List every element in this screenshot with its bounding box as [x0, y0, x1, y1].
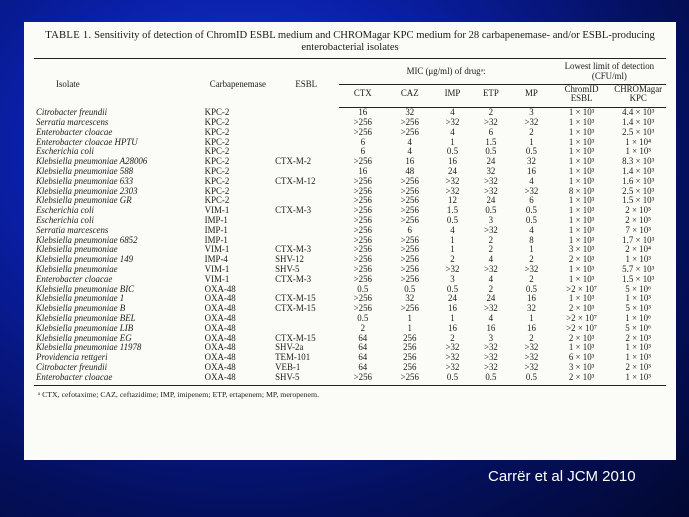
cell-ctx: 16 — [358, 165, 368, 176]
cell-esbl: CTX-M-3 — [275, 273, 312, 284]
col-header-ctx: CTX — [339, 84, 386, 108]
cell-ctx: >256 — [353, 126, 372, 137]
cell-mp: 6 — [529, 195, 534, 206]
cell-caz: 256 — [403, 332, 417, 343]
cell-isolate: Klebsiella pneumoniae 1 — [36, 293, 125, 304]
cell-caz: >256 — [400, 273, 419, 284]
cell-isolate: Enterobacter cloacae — [36, 126, 113, 137]
cell-carbapenemase: IMP-4 — [204, 254, 228, 265]
cell-esbl — [273, 118, 339, 128]
cell-esbl: CTX-M-12 — [275, 175, 316, 186]
cell-mp: >32 — [524, 361, 539, 372]
cell-carbapenemase: OXA-48 — [204, 332, 236, 343]
cell-esbl: CTX-M-15 — [275, 293, 316, 304]
cell-imp: 1 — [450, 234, 455, 245]
cell-isolate: Citrobacter freundii — [36, 106, 108, 117]
cell-carbapenemase: OXA-48 — [204, 283, 236, 294]
cell-chromagar-kpc: 2 × 10⁵ — [625, 205, 652, 216]
cell-ctx: 0.5 — [357, 312, 369, 323]
cell-carbapenemase: VIM-1 — [204, 273, 230, 284]
cell-ctx: >256 — [353, 263, 372, 274]
cell-ctx: >256 — [339, 373, 386, 385]
cell-chromagar-kpc: 1.5 × 10³ — [622, 273, 655, 284]
cell-ctx: 64 — [358, 352, 368, 363]
table-body — [34, 108, 666, 385]
cell-ctx: 6 — [360, 136, 366, 147]
col-header-esbl: ESBL — [273, 59, 339, 108]
col-header-imp: IMP — [433, 84, 471, 108]
cell-chromagar-kpc: 1.5 × 10³ — [622, 195, 655, 206]
cell-caz: 16 — [405, 156, 415, 167]
cell-chromagar-kpc: 2 × 10⁵ — [625, 214, 652, 225]
cell-imp: >32 — [445, 116, 460, 127]
cell-carbapenemase: VIM-1 — [204, 244, 230, 255]
cell-imp: 4 — [450, 126, 455, 137]
cell-imp: >32 — [445, 342, 460, 353]
cell-chromagar-kpc: 2 × 10³ — [625, 332, 651, 343]
cell-ctx: >256 — [353, 234, 372, 245]
cell-mp: 8 — [529, 234, 534, 245]
cell-ctx: >256 — [353, 116, 372, 127]
cell-chromid-esbl: 1 × 10³ — [568, 214, 595, 225]
cell-chromagar-kpc: 1 × 10³ — [625, 352, 651, 363]
cell-isolate: Klebsiella pneumoniae BEL — [36, 312, 136, 323]
cell-etp: >32 — [483, 224, 498, 235]
col-header-detection-limit: Lowest limit of detection (CFU/ml) — [553, 59, 666, 85]
cell-ctx: 64 — [358, 332, 368, 343]
cell-etp: 24 — [486, 156, 496, 167]
cell-carbapenemase: OXA-48 — [204, 312, 236, 323]
cell-imp: 16 — [448, 303, 457, 314]
cell-mp: 0.5 — [525, 146, 537, 157]
cell-chromagar-kpc: 7 × 10³ — [625, 224, 651, 235]
cell-imp: 12 — [448, 195, 457, 206]
cell-caz: 256 — [403, 342, 417, 353]
cell-mp: 32 — [527, 156, 536, 167]
cell-chromagar-kpc: 2 × 10³ — [625, 361, 651, 372]
cell-imp: >32 — [445, 175, 460, 186]
cell-chromagar-kpc: 1 × 10³ — [625, 293, 651, 304]
cell-isolate: Klebsiella pneumoniae 633 — [36, 175, 134, 186]
cell-mp: 0.5 — [510, 373, 553, 385]
cell-chromid-esbl: >2 × 10⁷ — [566, 312, 598, 323]
cell-isolate: Klebsiella pneumoniae EG — [36, 332, 132, 343]
cell-carbapenemase: IMP-1 — [204, 234, 228, 245]
cell-ctx: >256 — [353, 224, 372, 235]
cell-etp: 6 — [488, 126, 494, 137]
cell-etp: 24 — [486, 293, 496, 304]
cell-chromagar-kpc: 5 × 10⁶ — [625, 322, 652, 333]
cell-imp: >32 — [445, 185, 460, 196]
cell-isolate: Klebsiella pneumoniae GR — [36, 195, 132, 206]
cell-ctx: 16 — [358, 107, 368, 118]
cell-etp: >32 — [483, 175, 498, 186]
col-header-mic-group: MIC (μg/ml) of drugᵃ: — [339, 59, 552, 85]
cell-imp: 0.5 — [433, 373, 471, 385]
cell-mp: 0.5 — [525, 205, 537, 216]
cell-imp: 1.5 — [446, 205, 458, 216]
cell-etp: >32 — [483, 303, 498, 314]
cell-imp: 1 — [450, 244, 455, 255]
cell-mp: 32 — [527, 303, 536, 314]
cell-chromagar-kpc: 1 × 10³ — [625, 254, 651, 265]
cell-carbapenemase: IMP-1 — [204, 214, 228, 225]
cell-ctx: 2 — [360, 322, 366, 333]
cell-chromagar-kpc: 1.7 × 10³ — [622, 234, 655, 245]
cell-ctx: >256 — [353, 205, 372, 216]
cell-imp: 2 — [450, 332, 455, 343]
table-title: Sensitivity of detection of ChromID ESBL medium and CHROMagar KPC medium for 28 carbapenemase- and/or ESBL-producing enterobacterial isolates — [94, 30, 655, 53]
cell-etp: 4 — [488, 312, 494, 323]
cell-etp: 32 — [486, 165, 496, 176]
cell-caz: >256 — [400, 303, 419, 314]
cell-ctx: 0.5 — [357, 283, 369, 294]
table-row — [34, 373, 666, 385]
cell-carbapenemase: KPC-2 — [204, 136, 230, 147]
cell-imp: >32 — [445, 352, 460, 363]
cell-caz: 1 — [407, 322, 412, 333]
cell-isolate: Klebsiella pneumoniae A28006 — [36, 156, 148, 167]
cell-caz: >256 — [386, 373, 433, 385]
cell-mp: 16 — [527, 322, 536, 333]
cell-chromagar-kpc: 2.5 × 10³ — [622, 126, 655, 137]
cell-etp: 2 — [488, 244, 494, 255]
cell-esbl — [273, 226, 339, 236]
cell-etp: 1.5 — [485, 136, 497, 147]
cell-mp: >32 — [524, 185, 539, 196]
cell-esbl: SHV-5 — [275, 263, 300, 274]
cell-caz: 6 — [407, 224, 412, 235]
cell-carbapenemase: KPC-2 — [204, 116, 230, 127]
cell-ctx: >256 — [353, 303, 372, 314]
cell-chromagar-kpc: 1 × 10⁶ — [625, 312, 652, 323]
cell-etp: 2 — [488, 234, 494, 245]
cell-carbapenemase: OXA-48 — [203, 373, 273, 385]
cell-mp: 2 — [529, 332, 534, 343]
cell-caz: 256 — [403, 361, 417, 372]
sensitivity-table — [34, 58, 666, 386]
cell-imp: 0.5 — [446, 146, 458, 157]
cell-mp: 3 — [529, 107, 534, 118]
cell-chromid-esbl: 1 × 10³ — [568, 136, 595, 147]
cell-carbapenemase: OXA-48 — [204, 342, 236, 353]
cell-chromid-esbl: 2 × 10³ — [568, 332, 595, 343]
cell-carbapenemase: OXA-48 — [204, 322, 236, 333]
cell-isolate: Klebsiella pneumoniae LIB — [36, 322, 134, 333]
cell-esbl: VEB-1 — [275, 361, 301, 372]
cell-esbl: SHV-2a — [275, 342, 304, 353]
cell-isolate: Klebsiella pneumoniae BIC — [36, 283, 135, 294]
cell-isolate: Escherichia coli — [36, 205, 94, 216]
cell-ctx: >256 — [353, 156, 372, 167]
cell-isolate: Enterobacter cloacae — [34, 373, 203, 385]
cell-imp: >32 — [445, 361, 460, 372]
cell-esbl — [273, 216, 339, 226]
cell-carbapenemase: KPC-2 — [204, 146, 230, 157]
cell-caz: 48 — [405, 165, 415, 176]
cell-caz: >256 — [400, 116, 419, 127]
cell-chromid-esbl: 3 × 10³ — [568, 361, 595, 372]
cell-chromid-esbl: 1 × 10³ — [568, 342, 595, 353]
cell-isolate: Klebsiella pneumoniae 2303 — [36, 185, 138, 196]
cell-isolate: Klebsiella pneumoniae 588 — [36, 165, 134, 176]
cell-imp: >32 — [445, 263, 460, 274]
cell-ctx: >256 — [353, 293, 372, 304]
cell-isolate: Citrobacter freundii — [36, 361, 108, 372]
cell-mp: 2 — [529, 254, 534, 265]
cell-mp: 1 — [529, 312, 534, 323]
cell-chromagar-kpc: 1 × 10³ — [610, 373, 666, 385]
cell-carbapenemase: OXA-48 — [204, 352, 236, 363]
cell-chromid-esbl: 3 × 10³ — [568, 244, 595, 255]
cell-esbl: CTX-M-15 — [275, 303, 316, 314]
cell-mp: 16 — [527, 165, 536, 176]
cell-imp: 1 — [450, 312, 455, 323]
col-header-mp: MP — [510, 84, 553, 108]
cell-carbapenemase: IMP-1 — [204, 224, 228, 235]
cell-caz: 4 — [407, 136, 412, 147]
cell-isolate: Klebsiella pneumoniae 149 — [36, 254, 134, 265]
cell-ctx: >256 — [353, 273, 372, 284]
cell-chromid-esbl: 1 × 10³ — [568, 156, 595, 167]
cell-etp: >32 — [483, 342, 498, 353]
cell-ctx: >256 — [353, 254, 372, 265]
cell-etp: >32 — [483, 185, 498, 196]
cell-chromagar-kpc: 1.6 × 10³ — [622, 175, 655, 186]
cell-chromid-esbl: 1 × 10³ — [568, 234, 595, 245]
cell-etp: >32 — [483, 352, 498, 363]
cell-imp: 24 — [448, 293, 457, 304]
cell-carbapenemase: KPC-2 — [204, 185, 230, 196]
cell-chromid-esbl: 2 × 10³ — [568, 254, 595, 265]
cell-esbl: CTX-M-3 — [275, 205, 312, 216]
cell-chromid-esbl: 1 × 10³ — [568, 126, 595, 137]
col-header-etp: ETP — [472, 84, 510, 108]
cell-mp: 4 — [529, 175, 534, 186]
cell-chromid-esbl: 1 × 10³ — [568, 263, 595, 274]
cell-caz: >256 — [400, 205, 419, 216]
cell-etp: 0.5 — [485, 146, 497, 157]
cell-caz: 32 — [405, 293, 415, 304]
cell-caz: >256 — [400, 254, 419, 265]
cell-carbapenemase: OXA-48 — [204, 361, 236, 372]
cell-esbl — [273, 187, 339, 197]
cell-carbapenemase: KPC-2 — [204, 126, 230, 137]
cell-chromid-esbl: 2 × 10³ — [553, 373, 611, 385]
cell-chromid-esbl: 1 × 10³ — [568, 165, 595, 176]
cell-ctx: 6 — [360, 146, 366, 157]
cell-carbapenemase: OXA-48 — [204, 293, 236, 304]
cell-imp: 1 — [450, 136, 455, 147]
cell-etp: 0.5 — [485, 205, 497, 216]
cell-carbapenemase: KPC-2 — [204, 156, 230, 167]
cell-isolate: Escherichia coli — [36, 146, 94, 157]
cell-caz: >256 — [400, 214, 419, 225]
cell-isolate: Klebsiella pneumoniae — [36, 263, 118, 274]
cell-mp: 16 — [527, 293, 536, 304]
cell-etp: 3 — [488, 332, 494, 343]
cell-caz: 0.5 — [404, 283, 416, 294]
cell-isolate: Klebsiella pneumoniae 11978 — [36, 342, 142, 353]
cell-chromid-esbl: 1 × 10³ — [568, 116, 595, 127]
col-header-carbapenemase: Carbapenemase — [203, 59, 273, 108]
cell-etp: 2 — [488, 107, 494, 118]
col-header-chromagar-kpc: CHROMagar KPC — [610, 84, 666, 108]
cell-esbl: SHV-5 — [273, 373, 339, 385]
cell-ctx: >256 — [353, 214, 372, 225]
cell-chromagar-kpc: 2 × 10⁴ — [625, 244, 652, 255]
cell-isolate: Klebsiella pneumoniae — [36, 244, 118, 255]
cell-esbl — [273, 108, 339, 118]
cell-ctx: >256 — [353, 185, 372, 196]
cell-imp: 4 — [450, 224, 455, 235]
cell-esbl — [273, 314, 339, 324]
cell-imp: 16 — [448, 322, 457, 333]
cell-chromid-esbl: 6 × 10³ — [568, 352, 595, 363]
cell-mp: 1 — [529, 136, 534, 147]
cell-caz: >256 — [400, 126, 419, 137]
cell-etp: >32 — [483, 361, 498, 372]
cell-isolate: Klebsiella pneumoniae B — [36, 303, 126, 314]
cell-imp: 0.5 — [446, 214, 458, 225]
cell-chromagar-kpc: 2.5 × 10³ — [622, 185, 655, 196]
cell-mp: >32 — [524, 342, 539, 353]
table-label: TABLE 1. — [45, 30, 92, 41]
cell-mp: 2 — [529, 273, 534, 284]
cell-imp: 4 — [450, 107, 455, 118]
table-panel — [24, 22, 676, 460]
cell-mp: 4 — [529, 224, 534, 235]
cell-imp: 2 — [450, 254, 455, 265]
cell-mp: 2 — [529, 126, 534, 137]
cell-esbl — [273, 138, 339, 148]
cell-chromagar-kpc: 5 × 10³ — [625, 303, 651, 314]
cell-etp: 24 — [486, 195, 496, 206]
cell-chromagar-kpc: 4.4 × 10³ — [622, 107, 655, 118]
cell-caz: 1 — [407, 312, 412, 323]
cell-isolate: Escherichia coli — [36, 214, 94, 225]
cell-isolate: Serratia marcescens — [36, 224, 109, 235]
cell-chromid-esbl: 1 × 10³ — [568, 146, 595, 157]
cell-chromagar-kpc: 8.3 × 10³ — [622, 156, 655, 167]
cell-chromid-esbl: 8 × 10³ — [568, 185, 595, 196]
cell-carbapenemase: KPC-2 — [204, 165, 230, 176]
cell-caz: >256 — [400, 185, 419, 196]
cell-caz: 4 — [407, 146, 412, 157]
cell-carbapenemase: KPC-2 — [204, 106, 230, 117]
table-footnote: ᵃ CTX, cefotaxime; CAZ, ceftazidime; IMP, imipenem; ETP, ertapenem; MP, meropenem. — [38, 389, 320, 399]
cell-chromid-esbl: 1 × 10³ — [568, 205, 595, 216]
cell-mp: 0.5 — [525, 283, 537, 294]
cell-mp: 1 — [529, 244, 534, 255]
cell-caz: >256 — [400, 244, 419, 255]
citation-text: Carrër et al JCM 2010 — [488, 468, 636, 485]
cell-chromid-esbl: 1 × 10³ — [568, 107, 595, 118]
cell-imp: 24 — [448, 165, 457, 176]
cell-carbapenemase: OXA-48 — [204, 303, 236, 314]
cell-isolate: Serratia marcescens — [36, 116, 109, 127]
cell-imp: 0.5 — [446, 283, 458, 294]
cell-chromid-esbl: 1 × 10³ — [568, 293, 595, 304]
cell-caz: >256 — [400, 263, 419, 274]
cell-esbl — [273, 128, 339, 138]
cell-imp: 3 — [450, 273, 455, 284]
cell-chromagar-kpc: 1.4 × 10³ — [622, 116, 655, 127]
cell-esbl: SHV-12 — [275, 254, 304, 265]
cell-chromagar-kpc: 1 × 10³ — [625, 146, 651, 157]
cell-etp: 4 — [488, 273, 494, 284]
cell-isolate: Klebsiella pneumoniae 6852 — [36, 234, 138, 245]
cell-mp: >32 — [524, 116, 539, 127]
cell-carbapenemase: KPC-2 — [204, 195, 230, 206]
cell-chromid-esbl: >2 × 10⁷ — [566, 322, 598, 333]
cell-caz: >256 — [400, 234, 419, 245]
cell-chromagar-kpc: 1.4 × 10³ — [622, 165, 655, 176]
cell-etp: 4 — [488, 254, 494, 265]
cell-imp: 16 — [448, 156, 457, 167]
cell-chromagar-kpc: 1 × 10⁴ — [625, 136, 652, 147]
cell-carbapenemase: KPC-2 — [204, 175, 230, 186]
cell-chromagar-kpc: 5.7 × 10³ — [622, 263, 655, 274]
col-header-chromid-esbl: ChromID ESBL — [553, 84, 611, 108]
cell-esbl: CTX-M-15 — [275, 332, 316, 343]
cell-esbl: CTX-M-3 — [275, 244, 312, 255]
col-header-isolate: Isolate — [34, 59, 203, 108]
cell-etp: >32 — [483, 116, 498, 127]
cell-caz: 256 — [403, 352, 417, 363]
cell-chromid-esbl: 1 × 10³ — [568, 175, 595, 186]
cell-chromagar-kpc: 5 × 10⁶ — [625, 283, 652, 294]
cell-etp: >32 — [483, 263, 498, 274]
cell-chromid-esbl: 2 × 10³ — [568, 303, 595, 314]
cell-chromagar-kpc: 1 × 10³ — [625, 342, 651, 353]
cell-chromid-esbl: 1 × 10³ — [568, 273, 595, 284]
cell-ctx: >256 — [353, 195, 372, 206]
cell-ctx: 64 — [358, 361, 368, 372]
cell-etp: 16 — [486, 322, 496, 333]
cell-ctx: >256 — [353, 175, 372, 186]
cell-etp: 0.5 — [472, 373, 510, 385]
cell-etp: 2 — [488, 283, 494, 294]
cell-isolate: Providencia rettgeri — [36, 352, 108, 363]
cell-etp: 3 — [488, 214, 494, 225]
cell-carbapenemase: VIM-1 — [204, 263, 230, 274]
cell-carbapenemase: VIM-1 — [204, 205, 230, 216]
col-header-caz: CAZ — [386, 84, 433, 108]
cell-esbl: TEM-101 — [275, 352, 311, 363]
cell-isolate: Enterobacter cloacae HPTU — [36, 136, 138, 147]
cell-isolate: Enterobacter cloacae — [36, 273, 113, 284]
cell-caz: >256 — [400, 195, 419, 206]
cell-chromid-esbl: 1 × 10³ — [568, 224, 595, 235]
cell-ctx: >256 — [353, 244, 372, 255]
cell-mp: 0.5 — [525, 214, 537, 225]
cell-mp: >32 — [524, 352, 539, 363]
cell-chromid-esbl: 1 × 10³ — [568, 195, 595, 206]
cell-caz: >256 — [400, 175, 419, 186]
cell-caz: 32 — [405, 107, 415, 118]
cell-ctx: 64 — [358, 342, 368, 353]
cell-mp: >32 — [524, 263, 539, 274]
table-caption — [40, 30, 660, 54]
cell-chromid-esbl: >2 × 10⁷ — [566, 283, 598, 294]
cell-esbl: CTX-M-2 — [275, 156, 312, 167]
